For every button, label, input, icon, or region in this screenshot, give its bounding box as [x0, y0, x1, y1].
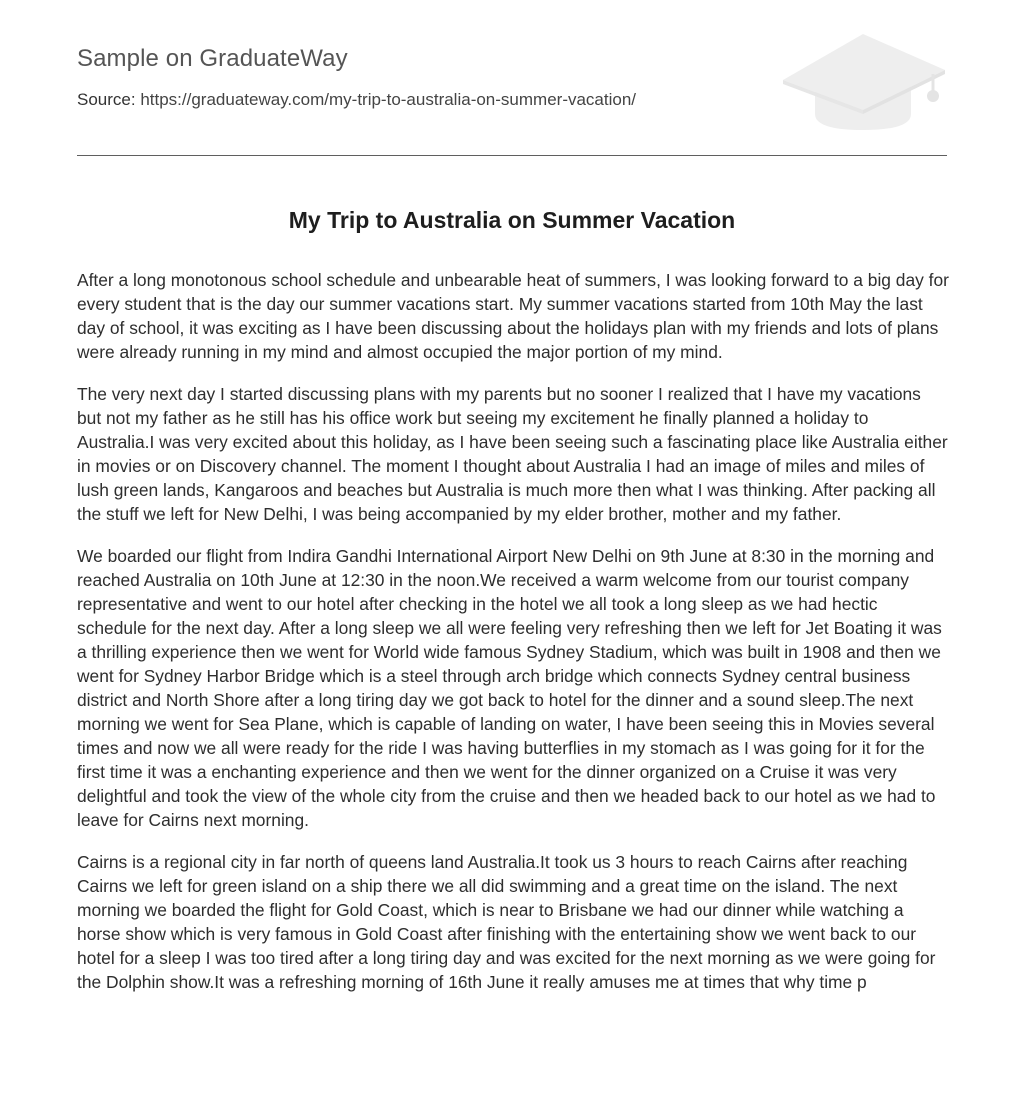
source-label: Source: — [77, 90, 136, 109]
paragraph: Cairns is a regional city in far north of queens land Australia.It took us 3 hours to reach Cairns after reaching Cairns we left for green island on a ship there we all did swimming and a great time on the island. The next morning we boarded the flight for Gold Coast, which is near to Brisbane we had our dinner while watching a horse show which is very famous in Gold Coast after finishing with the entertaining show we went back to our hotel for a sleep I was too tired after a long tiring day and was excited for the next morning as we were going for the Dolphin show.It was a refreshing morning of 16th June it really amuses me at times that why time p — [77, 852, 936, 992]
page-header — [77, 0, 947, 156]
paragraph: The very next day I started discussing plans with my parents but no sooner I realized that I have my vacations but not my father as he still has his office work but seeing my excitement he finally planned a holiday to Australia.I was very excited about this holiday, as I have been seeing such a fascinating place like Australia either in movies or on Discovery channel. The moment I thought about Australia I had an image of miles and miles of lush green lands, Kangaroos and beaches but Australia is much more then what I was thinking. After packing all the stuff we left for New Delhi, I was being accompanied by my elder brother, mother and my father. — [77, 384, 948, 524]
site-title: Sample on GraduateWay — [77, 45, 348, 72]
article-title: My Trip to Australia on Summer Vacation — [288, 207, 736, 233]
graduation-cap-icon — [781, 30, 947, 134]
source-link[interactable]: https://graduateway.com/my-trip-to-australia-on-summer-vacation/ — [140, 90, 637, 109]
paragraph: We boarded our flight from Indira Gandhi International Airport New Delhi on 9th June at 8:30 in the morning and reached Australia on 10th June at 12:30 in the noon.We received a warm welcome from our tourist company representative and went to our hotel after checking in the hotel we all took a long sleep as we had hectic schedule for the next day. After a long sleep we all were feeling very refreshing then we left for Jet Boating it was a thrilling experience then we went for World wide famous Sydney Stadium, which was built in 1908 and then we went for Sydney Harbor Bridge which is a steel through arch bridge which connects Sydney central business district and North Shore after a long tiring day we got back to hotel for the dinner and a sound sleep.The next morning we went for Sea Plane, which is capable of landing on water, I have been seeing this in Movies several times and now we all were ready for the ride I was having butterflies in my stomach as I was going for it for the first time it was a enchanting experience and then we went for the dinner organized on a Cruise it was very delightful and took the view of the whole city from the cruise and then we headed back to our hotel as we had to leave for Cairns next morning. — [77, 546, 942, 830]
article-body — [77, 268, 949, 1012]
paragraph: After a long monotonous school schedule and unbearable heat of summers, I was looking forward to a big day for every student that is the day our summer vacations start. My summer vacations started from 10th May the last day of school, it was exciting as I have been discussing about the holidays plan with my friends and lots of plans were already running in my mind and almost occupied the major portion of my mind. — [77, 270, 949, 362]
header-divider — [77, 155, 947, 156]
source-line — [77, 89, 636, 111]
